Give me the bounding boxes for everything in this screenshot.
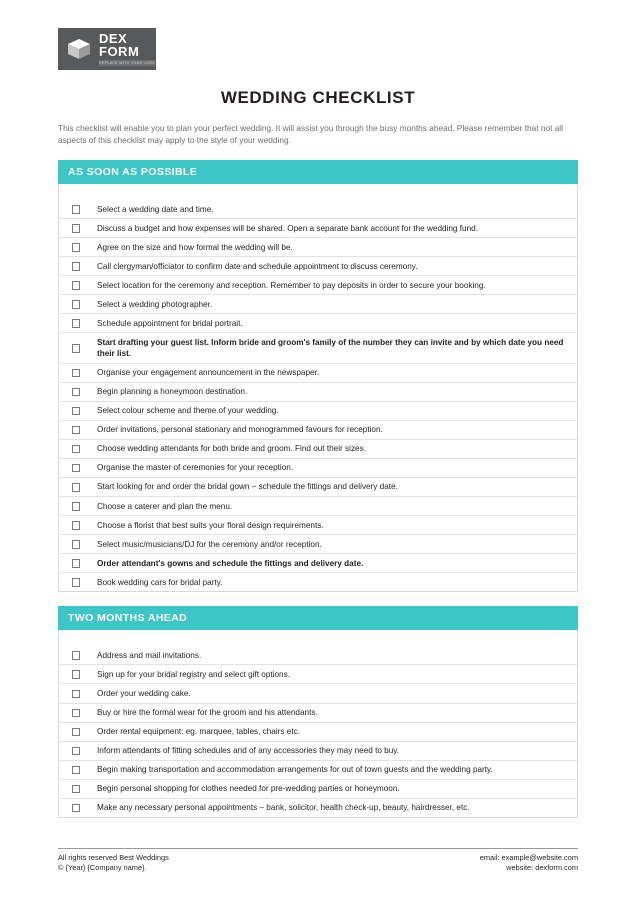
checkbox-cell[interactable] xyxy=(59,401,94,420)
table-row[interactable] xyxy=(59,219,578,238)
task-label: Select music/musicians/DJ for the ceremony and/or reception. xyxy=(93,535,578,554)
checkbox-cell[interactable] xyxy=(59,798,94,817)
table-row[interactable] xyxy=(59,333,578,363)
checkbox-cell[interactable] xyxy=(59,573,94,592)
checklist-table-two-months-ahead xyxy=(58,630,578,818)
checkbox-cell[interactable] xyxy=(59,684,94,703)
checkbox[interactable] xyxy=(72,502,81,511)
section-header-two-months-ahead: TWO MONTHS AHEAD xyxy=(58,606,578,630)
logo-name-line2: FORM xyxy=(99,44,140,59)
table-row[interactable] xyxy=(59,295,578,314)
checkbox[interactable] xyxy=(72,766,81,775)
checkbox[interactable] xyxy=(72,728,81,737)
checkbox[interactable] xyxy=(72,369,81,378)
checkbox-cell[interactable] xyxy=(59,200,94,219)
task-label: Address and mail invitations. xyxy=(93,646,578,665)
checkbox[interactable] xyxy=(72,483,81,492)
task-label: Call clergyman/officiator to confirm date and schedule appointment to discuss ceremony. xyxy=(93,257,578,276)
checkbox[interactable] xyxy=(72,651,81,660)
task-label: Agree on the size and how formal the wedding will be. xyxy=(93,238,578,257)
table-row[interactable] xyxy=(59,779,578,798)
footer-email: email: example@website.com xyxy=(479,852,578,862)
task-label: Inform attendants of fitting schedules and of any accessories they may need to buy. xyxy=(93,741,578,760)
checkbox-cell[interactable] xyxy=(59,382,94,401)
table-row[interactable] xyxy=(59,276,578,295)
company-logo xyxy=(58,28,156,70)
table-row[interactable] xyxy=(59,722,578,741)
checkbox[interactable] xyxy=(72,747,81,756)
checkbox[interactable] xyxy=(72,407,81,416)
footer-website: website: dexform.com xyxy=(506,863,578,873)
checkbox[interactable] xyxy=(72,344,81,353)
checkbox-cell[interactable] xyxy=(59,276,94,295)
checkbox-cell[interactable] xyxy=(59,779,94,798)
task-label: Order rental equipment: eg. marquee, tables, chairs etc. xyxy=(93,722,578,741)
table-row[interactable] xyxy=(59,314,578,333)
table-row[interactable] xyxy=(59,665,578,684)
intro-paragraph: This checklist will enable you to plan your perfect wedding. It will assist you through the busy months ahead. Please remember that not all aspects of this checklist may apply to the style of your wedding. xyxy=(58,123,563,146)
checkbox-cell[interactable] xyxy=(59,535,94,554)
checkbox[interactable] xyxy=(72,445,81,454)
checkbox[interactable] xyxy=(72,540,81,549)
checkbox-cell[interactable] xyxy=(59,722,94,741)
table-row[interactable] xyxy=(59,257,578,276)
page-title: WEDDING CHECKLIST xyxy=(220,88,416,107)
table-row[interactable] xyxy=(59,439,578,458)
table-row[interactable] xyxy=(59,760,578,779)
logo-name-line1: DEX xyxy=(99,31,128,46)
task-label: Buy or hire the formal wear for the groom and his attendants. xyxy=(93,703,578,722)
checkbox[interactable] xyxy=(72,205,81,214)
checkbox-cell[interactable] xyxy=(59,703,94,722)
checkbox[interactable] xyxy=(72,709,81,718)
task-label: Order invitations, personal stationary and monogrammed favours for reception. xyxy=(93,420,578,439)
cube-icon xyxy=(64,36,94,62)
checkbox-cell[interactable] xyxy=(59,477,94,496)
checkbox-cell[interactable] xyxy=(59,665,94,684)
checkbox-cell[interactable] xyxy=(59,760,94,779)
table-row[interactable] xyxy=(59,420,578,439)
checkbox[interactable] xyxy=(72,224,81,233)
table-row[interactable] xyxy=(59,200,578,219)
table-row[interactable] xyxy=(59,741,578,760)
checkbox[interactable] xyxy=(72,521,81,530)
task-label: Discuss a budget and how expenses will be shared. Open a separate bank account for the wedding fund. xyxy=(93,219,578,238)
checkbox[interactable] xyxy=(72,426,81,435)
task-label: Order attendant's gowns and schedule the fittings and delivery date. xyxy=(93,554,578,573)
task-label: Select location for the ceremony and reception. Remember to pay deposits in order to secure your booking. xyxy=(93,276,578,295)
table-row[interactable] xyxy=(59,497,578,516)
task-label: Choose a florist that best suits your floral design requirements. xyxy=(93,516,578,535)
table-spacer-row xyxy=(59,630,578,646)
footer-right xyxy=(480,853,578,874)
checkbox-cell[interactable] xyxy=(59,257,94,276)
task-label: Start looking for and order the bridal gown – schedule the fittings and delivery date. xyxy=(93,477,578,496)
table-row[interactable] xyxy=(59,363,578,382)
task-label: Choose wedding attendants for both bride and groom. Find out their sizes. xyxy=(93,439,578,458)
checklist-table-as-soon-as-possible xyxy=(58,184,578,592)
task-label: Begin personal shopping for clothes needed for pre-wedding parties or honeymoon. xyxy=(93,779,578,798)
table-row[interactable] xyxy=(59,646,578,665)
page-footer xyxy=(58,848,578,874)
task-label: Make any necessary personal appointments – bank, solicitor, health check-up, beauty, hairdresser, etc. xyxy=(97,803,470,813)
section-header-as-soon-as-possible: AS SOON AS POSSIBLE xyxy=(58,160,578,184)
task-label: Select a wedding date and time. xyxy=(93,200,578,219)
task-label: Begin making transportation and accommodation arrangements for out of town guests and the wedding party. xyxy=(93,760,578,779)
table-row[interactable] xyxy=(59,382,578,401)
footer-divider xyxy=(58,848,578,849)
checkbox[interactable] xyxy=(72,319,81,328)
table-row[interactable] xyxy=(59,684,578,703)
task-label: Choose a caterer and plan the menu. xyxy=(93,497,578,516)
table-row[interactable] xyxy=(59,798,578,817)
table-row[interactable] xyxy=(59,535,578,554)
footer-left xyxy=(58,853,169,874)
checkbox-cell[interactable] xyxy=(59,516,94,535)
task-label: Schedule appointment for bridal portrait. xyxy=(93,314,578,333)
checkbox[interactable] xyxy=(72,785,81,794)
task-label: Book wedding cars for bridal party. xyxy=(97,577,223,587)
checkbox-cell[interactable] xyxy=(59,554,94,573)
checkbox[interactable] xyxy=(72,578,81,587)
task-label: Order your wedding cake. xyxy=(93,684,578,703)
checkbox[interactable] xyxy=(72,804,81,813)
task-label: Organise your engagement announcement in the newspaper. xyxy=(93,363,578,382)
task-label: Start drafting your guest list. Inform bride and groom's family of the number they can invite and by which date you need their list. xyxy=(93,333,578,363)
checkbox-cell[interactable] xyxy=(59,219,94,238)
checkbox[interactable] xyxy=(72,388,81,397)
footer-copyright-line: © {Year} {Company name}. xyxy=(58,863,147,873)
checkbox-cell[interactable] xyxy=(59,741,94,760)
task-label: Select a wedding photographer. xyxy=(93,295,578,314)
checkbox[interactable] xyxy=(72,281,81,290)
footer-rights-line: All rights reserved Best Weddings xyxy=(58,852,169,862)
checkbox-cell[interactable] xyxy=(59,295,94,314)
checkbox-cell[interactable] xyxy=(59,646,94,665)
checkbox-cell[interactable] xyxy=(59,333,94,363)
checkbox[interactable] xyxy=(72,559,81,568)
table-row[interactable] xyxy=(59,238,578,257)
checkbox[interactable] xyxy=(72,262,81,271)
task-label: Begin planning a honeymoon destination. xyxy=(93,382,578,401)
task-label: Select colour scheme and theme of your wedding. xyxy=(93,401,578,420)
checkbox-cell[interactable] xyxy=(59,420,94,439)
checkbox-cell[interactable] xyxy=(59,314,94,333)
checkbox[interactable] xyxy=(72,464,81,473)
checkbox[interactable] xyxy=(72,670,81,679)
table-row[interactable] xyxy=(59,554,578,573)
table-row[interactable] xyxy=(59,703,578,722)
checkbox-cell[interactable] xyxy=(59,458,94,477)
checkbox-cell[interactable] xyxy=(59,439,94,458)
logo-tagline-bar xyxy=(99,60,155,66)
checkbox-cell[interactable] xyxy=(59,497,94,516)
table-row[interactable] xyxy=(59,401,578,420)
table-row[interactable] xyxy=(59,516,578,535)
checkbox[interactable] xyxy=(72,243,81,252)
logo-tagline: REPLACE WITH YOUR LOGO xyxy=(99,61,156,66)
task-label: Organise the master of ceremonies for your reception. xyxy=(93,458,578,477)
task-label: Sign up for your bridal registry and select gift options. xyxy=(93,665,578,684)
checkbox[interactable] xyxy=(72,690,81,699)
logo-wordmark xyxy=(99,32,155,66)
checkbox[interactable] xyxy=(72,300,81,309)
table-row[interactable] xyxy=(59,477,578,496)
table-spacer-row xyxy=(59,184,578,200)
table-row[interactable] xyxy=(59,573,578,592)
checkbox-cell[interactable] xyxy=(59,238,94,257)
checkbox-cell[interactable] xyxy=(59,363,94,382)
table-row[interactable] xyxy=(59,458,578,477)
